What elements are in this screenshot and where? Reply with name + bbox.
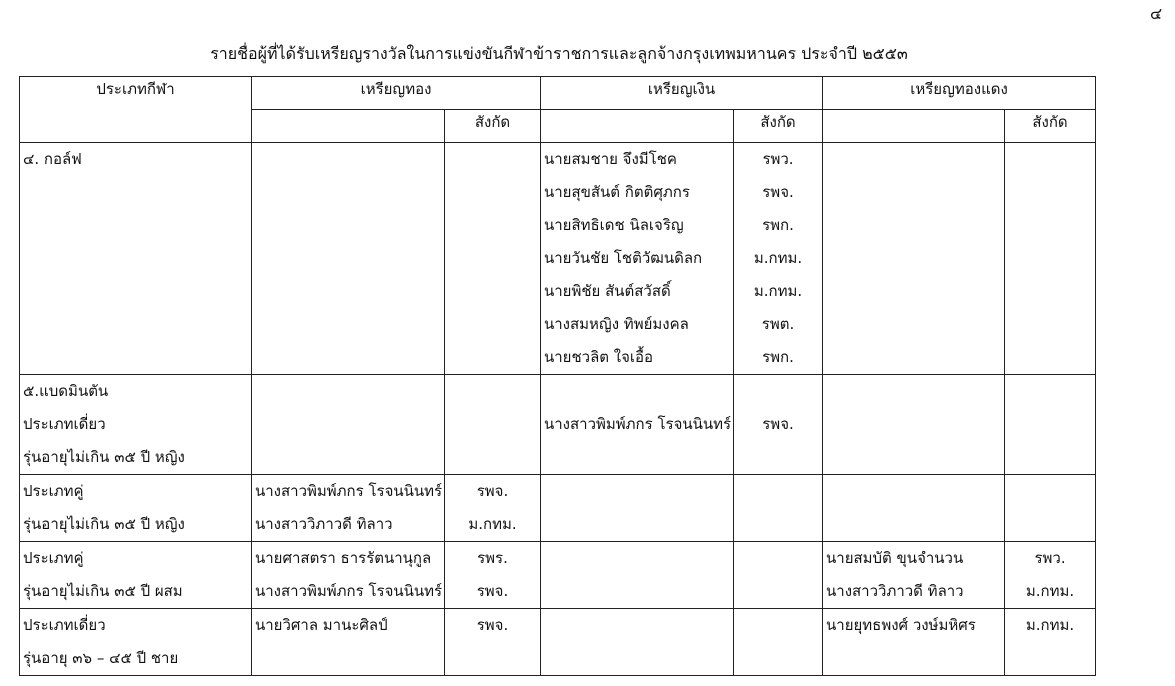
table-row — [20, 609, 1096, 676]
header-silver: เหรียญเงิน — [541, 77, 823, 110]
category-line: รุ่นอายุไม่เกิน ๓๕ ปี หญิง — [23, 448, 185, 466]
bronze-name-cell — [823, 542, 1005, 609]
silver-name-line: นายชวลิต ใจเอื้อ — [544, 348, 654, 366]
silver-name-cell — [541, 143, 734, 375]
bronze-name-cell — [823, 475, 1005, 542]
category-line: ประเภทเดี่ยว — [23, 616, 106, 634]
table-row — [20, 542, 1096, 609]
gold-affiliation-line — [448, 642, 537, 675]
gold-affiliation-cell — [445, 143, 541, 375]
gold-affiliation-cell — [445, 609, 541, 676]
bronze-name-line — [826, 642, 1001, 675]
header-category: ประเภทกีฬา — [20, 77, 252, 143]
silver-affiliation-cell — [734, 609, 823, 676]
silver-affiliation-line — [737, 375, 819, 408]
silver-affiliation-line: รพจ. — [762, 415, 794, 433]
bronze-name-cell — [823, 143, 1005, 375]
gold-name-line: นางสาววิภาวดี ทิลาว — [255, 515, 393, 533]
gold-name-line — [255, 642, 441, 675]
silver-affiliation-line: ม.กทม. — [753, 249, 803, 267]
bronze-name-line: นายสมบัติ ขุนจำนวน — [826, 549, 964, 567]
gold-name-line: นางสาวพิมพ์ภกร โรจนนินทร์ — [255, 482, 443, 500]
silver-affiliation-cell — [734, 375, 823, 475]
silver-name-cell — [541, 475, 734, 542]
silver-name-line: นายสมชาย จึงมีโชค — [544, 150, 677, 168]
bronze-affiliation-cell — [1005, 542, 1096, 609]
header-gold-name — [252, 110, 445, 143]
silver-name-cell — [541, 542, 734, 609]
silver-affiliation-line: ม.กทม. — [753, 282, 803, 300]
silver-name-line: นายสิทธิเดช นิลเจริญ — [544, 216, 684, 234]
category-line: ประเภทเดี่ยว — [23, 415, 106, 433]
category-cell — [20, 609, 252, 676]
category-line: ๕.แบดมินตัน — [23, 382, 109, 400]
medal-table — [19, 76, 1096, 676]
gold-name-line: นายศาสตรา ธารรัตนานุกูล — [255, 549, 432, 567]
gold-affiliation-line: รพจ. — [476, 482, 509, 500]
gold-affiliation-cell — [445, 375, 541, 475]
table-row — [20, 143, 1096, 375]
category-cell — [20, 542, 252, 609]
silver-affiliation-cell — [734, 542, 823, 609]
gold-name-cell — [252, 375, 445, 475]
bronze-name-cell — [823, 375, 1005, 475]
silver-name-cell — [541, 609, 734, 676]
header-bronze: เหรียญทองแดง — [823, 77, 1096, 110]
silver-affiliation-line: รพว. — [762, 150, 794, 168]
category-cell — [20, 475, 252, 542]
header-bronze-affiliation: สังกัด — [1005, 110, 1096, 143]
bronze-affiliation-line: ม.กทม. — [1025, 582, 1075, 600]
gold-name-cell — [252, 143, 445, 375]
document-title: รายชื่อผู้ที่ได้รับเหรียญรางวัลในการแข่งขันกีฬาข้าราชการและลูกจ้างกรุงเทพมหานคร ประจำปี ๒๕๕๓ — [210, 44, 908, 63]
silver-name-line — [544, 441, 730, 474]
header-silver-name — [541, 110, 734, 143]
gold-name-line: นายวิศาล มานะศิลป์ — [255, 616, 388, 634]
gold-affiliation-line: รพจ. — [476, 582, 509, 600]
bronze-affiliation-cell — [1005, 143, 1096, 375]
header-gold-affiliation: สังกัด — [445, 110, 541, 143]
gold-name-cell — [252, 475, 445, 542]
gold-name-cell — [252, 609, 445, 676]
silver-name-line: นายวันชัย โชติวัฒนดิลก — [544, 249, 703, 267]
gold-affiliation-cell — [445, 542, 541, 609]
silver-affiliation-line: รพก. — [762, 348, 794, 366]
table-row — [20, 475, 1096, 542]
category-line: ประเภทคู่ — [23, 549, 84, 567]
gold-name-line: นางสาวพิมพ์ภกร โรจนนินทร์ — [255, 582, 443, 600]
bronze-name-line: นางสาววิภาวดี ทิลาว — [826, 582, 964, 600]
category-line: รุ่นอายุ ๓๖ – ๔๕ ปี ชาย — [23, 649, 179, 667]
header-bronze-name — [823, 110, 1005, 143]
gold-affiliation-line: รพร. — [477, 549, 508, 567]
header-gold: เหรียญทอง — [252, 77, 541, 110]
bronze-name-line: นายยุทธพงศ์ วงษ์มหิศร — [826, 616, 976, 634]
table-row — [20, 375, 1096, 475]
bronze-affiliation-cell — [1005, 609, 1096, 676]
silver-affiliation-cell — [734, 143, 823, 375]
gold-affiliation-line: รพจ. — [476, 616, 509, 634]
silver-affiliation-line: รพจ. — [762, 183, 794, 201]
category-line: รุ่นอายุไม่เกิน ๓๕ ปี ผสม — [23, 582, 183, 600]
category-line: ๔. กอล์ฟ — [23, 150, 82, 168]
silver-name-cell — [541, 375, 734, 475]
silver-name-line: นายสุขสันต์ กิตติศุภกร — [544, 183, 690, 201]
silver-name-line — [544, 375, 730, 408]
gold-affiliation-cell — [445, 475, 541, 542]
bronze-name-cell — [823, 609, 1005, 676]
silver-name-line: นางสมหญิง ทิพย์มงคล — [544, 315, 689, 333]
category-line: ประเภทคู่ — [23, 482, 84, 500]
silver-name-line: นายพิชัย สันต์สวัสดิ์ — [544, 282, 671, 300]
silver-affiliation-cell — [734, 475, 823, 542]
header-silver-affiliation: สังกัด — [734, 110, 823, 143]
page-number: ๔ — [1150, 4, 1163, 23]
silver-name-line: นางสาวพิมพ์ภกร โรจนนินทร์ — [544, 415, 732, 433]
category-line: รุ่นอายุไม่เกิน ๓๕ ปี หญิง — [23, 515, 185, 533]
silver-affiliation-line — [737, 441, 819, 474]
category-cell — [20, 143, 252, 375]
gold-name-cell — [252, 542, 445, 609]
silver-affiliation-line: รพก. — [762, 216, 794, 234]
bronze-affiliation-line: รพว. — [1034, 549, 1066, 567]
bronze-affiliation-cell — [1005, 375, 1096, 475]
gold-affiliation-line: ม.กทม. — [468, 515, 517, 533]
bronze-affiliation-line — [1008, 642, 1092, 675]
bronze-affiliation-cell — [1005, 475, 1096, 542]
category-cell — [20, 375, 252, 475]
bronze-affiliation-line: ม.กทม. — [1025, 616, 1075, 634]
silver-affiliation-line: รพต. — [761, 315, 795, 333]
